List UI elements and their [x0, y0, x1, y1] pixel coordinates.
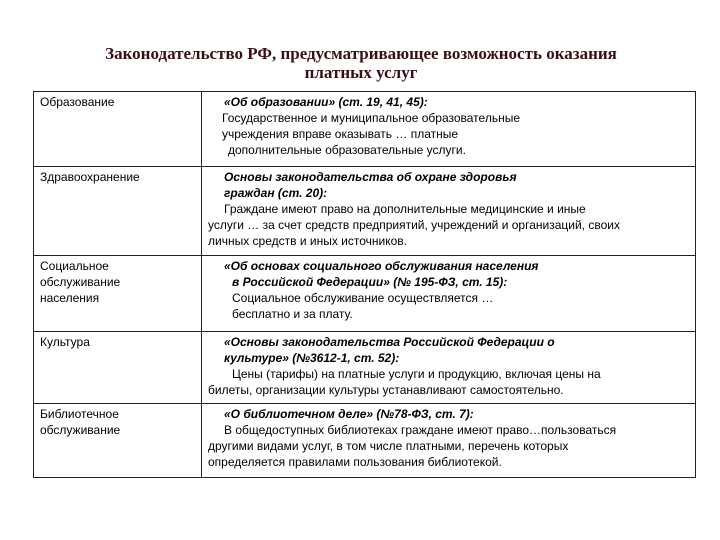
- table-row: [34, 256, 696, 332]
- law-title: «Об основах социального обслуживания населения: [224, 259, 539, 273]
- law-text: личных средств и иных источников.: [208, 234, 407, 248]
- title-line-1: Законодательство РФ, предусматривающее возможность оказания: [105, 44, 617, 63]
- law-cell: [202, 167, 696, 256]
- area-cell: [34, 332, 202, 404]
- law-title: граждан (ст. 20):: [224, 186, 328, 200]
- area-cell: [34, 167, 202, 256]
- table-row: [34, 167, 696, 256]
- law-title: в Российской Федерации» (№ 195-ФЗ, ст. 15):: [232, 275, 508, 289]
- law-cell: [202, 92, 696, 167]
- law-text: Государственное и муниципальное образовательные: [222, 111, 520, 125]
- area-cell: [34, 256, 202, 332]
- area-cell: [34, 404, 202, 478]
- page-title: [36, 44, 686, 82]
- area-label: Здравоохранение: [40, 170, 140, 184]
- table-row: [34, 404, 696, 478]
- legislation-table: [33, 91, 696, 478]
- law-text: другими видами услуг, в том числе платными, перечень которых: [208, 439, 569, 453]
- law-text: бесплатно и за плату.: [232, 307, 353, 321]
- area-label: обслуживание: [40, 423, 121, 437]
- law-title: Основы законодательства об охране здоровья: [224, 170, 517, 184]
- table-row: [34, 92, 696, 167]
- area-cell: [34, 92, 202, 167]
- area-label: населения: [40, 291, 100, 305]
- law-cell: [202, 404, 696, 478]
- area-label: Социальное: [40, 259, 109, 273]
- area-label: Культура: [40, 335, 90, 349]
- area-label: Библиотечное: [40, 407, 119, 421]
- law-title: «Об образовании» (ст. 19, 41, 45):: [224, 95, 428, 109]
- law-cell: [202, 332, 696, 404]
- law-cell: [202, 256, 696, 332]
- law-text: Граждане имеют право на дополнительные медицинские и иные: [224, 202, 586, 216]
- law-text: определяется правилами пользования библиотекой.: [208, 455, 502, 469]
- area-label: обслуживание: [40, 275, 121, 289]
- law-text: В общедоступных библиотеках граждане имеют право…пользоваться: [224, 423, 617, 437]
- law-title: «О библиотечном деле» (№78-ФЗ, ст. 7):: [224, 407, 474, 421]
- law-text: Социальное обслуживание осуществляется …: [232, 291, 494, 305]
- law-text: Цены (тарифы) на платные услуги и продукцию, включая цены на: [232, 367, 601, 381]
- law-title: «Основы законодательства Российской Федерации о: [224, 335, 555, 349]
- title-line-2: платных услуг: [304, 63, 418, 82]
- law-title: культуре» (№3612-1, ст. 52):: [224, 351, 400, 365]
- area-label: Образование: [40, 95, 115, 109]
- law-text: учреждения вправе оказывать … платные: [222, 127, 459, 141]
- table-row: [34, 332, 696, 404]
- law-text: билеты, организации культуры устанавливают самостоятельно.: [208, 383, 564, 397]
- law-text: дополнительные образовательные услуги.: [228, 143, 466, 157]
- law-text: услуги … за счет средств предприятий, учреждений и организаций, своих: [208, 218, 620, 232]
